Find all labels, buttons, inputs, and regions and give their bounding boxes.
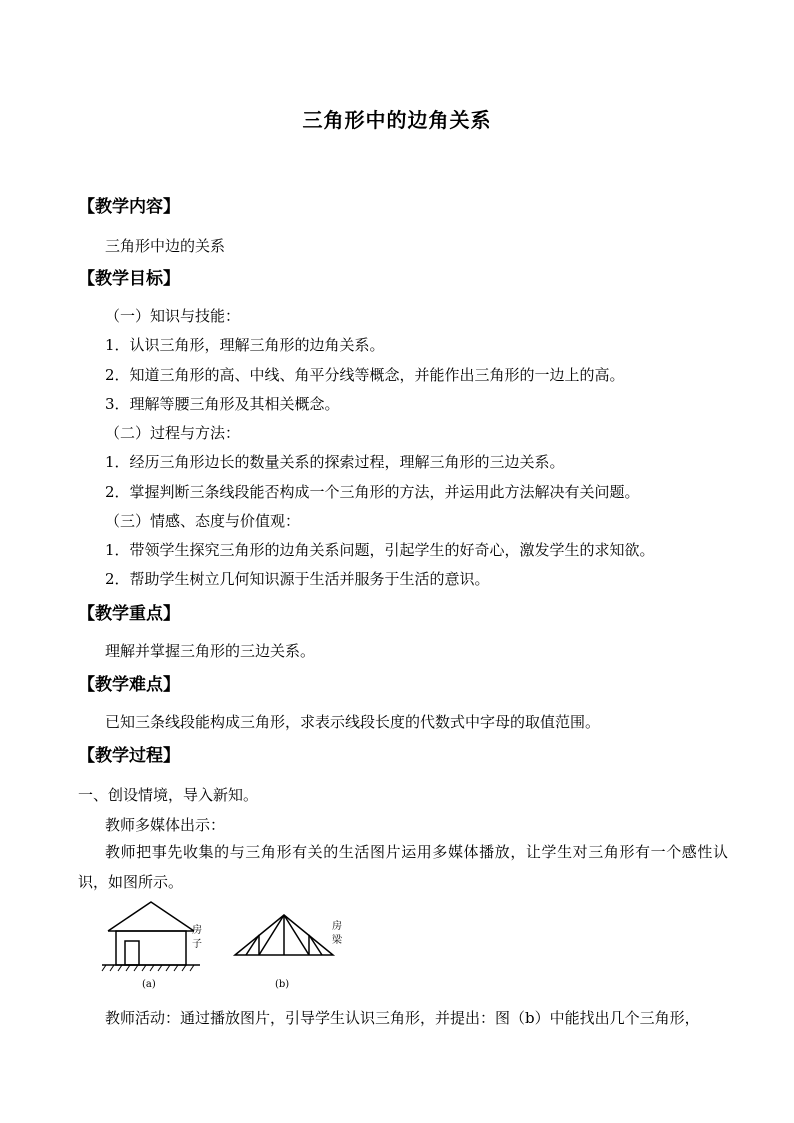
difficulty-text: 已知三条线段能构成三角形，求表示线段长度的代数式中字母的取值范围。: [105, 713, 601, 731]
key-heading: 【教学重点】: [78, 604, 180, 624]
caption-house-1: 房: [192, 925, 202, 936]
goal-3-title: （三）情感、态度与价值观：: [105, 512, 301, 530]
label-b: (b): [275, 979, 290, 990]
caption-house-2: 子: [192, 939, 202, 950]
house-drawing: [102, 902, 200, 971]
goal-3-item: 2．帮助学生树立几何知识源于生活并服务于生活的意识。: [105, 570, 490, 588]
goal-1-item: 3．理解等腰三角形及其相关概念。: [105, 395, 340, 413]
goal-2-item: 2．掌握判断三条线段能否构成一个三角形的方法，并运用此方法解决有关问题。: [105, 483, 640, 501]
goal-3-item: 1．带领学生探究三角形的边角关系问题，引起学生的好奇心，激发学生的求知欲。: [105, 541, 655, 559]
step-1: 一、创设情境，导入新知。: [78, 786, 259, 804]
goal-2-title: （二）过程与方法：: [105, 424, 241, 442]
truss-drawing: [235, 915, 333, 955]
content-text: 三角形中边的关系: [105, 237, 226, 255]
difficulty-heading: 【教学难点】: [78, 675, 180, 695]
media-paragraph: 教师把事先收集的与三角形有关的生活图片运用多媒体播放，让学生对三角形有一个感性认识，如图所示。: [78, 843, 728, 891]
content-heading: 【教学内容】: [78, 197, 180, 217]
page-title: 三角形中的边角关系: [302, 108, 492, 132]
key-text: 理解并掌握三角形的三边关系。: [105, 642, 316, 660]
goal-heading: 【教学目标】: [78, 269, 180, 289]
media-show: 教师多媒体出示：: [105, 816, 226, 834]
house-and-truss-figure: [100, 895, 360, 995]
caption-truss-1: 房: [332, 921, 342, 932]
goal-2-item: 1．经历三角形边长的数量关系的探索过程，理解三角形的三边关系。: [105, 453, 565, 471]
goal-1-item: 1．认识三角形，理解三角形的边角关系。: [105, 336, 385, 354]
activity-paragraph: 教师活动：通过播放图片，引导学生认识三角形，并提出：图（b）中能找出几个三角形，: [105, 1009, 700, 1027]
caption-truss-2: 梁: [332, 935, 342, 946]
label-a: (a): [142, 979, 156, 990]
process-heading: 【教学过程】: [78, 746, 180, 766]
goal-1-title: （一）知识与技能：: [105, 307, 241, 325]
goal-1-item: 2．知道三角形的高、中线、角平分线等概念，并能作出三角形的一边上的高。: [105, 366, 625, 384]
